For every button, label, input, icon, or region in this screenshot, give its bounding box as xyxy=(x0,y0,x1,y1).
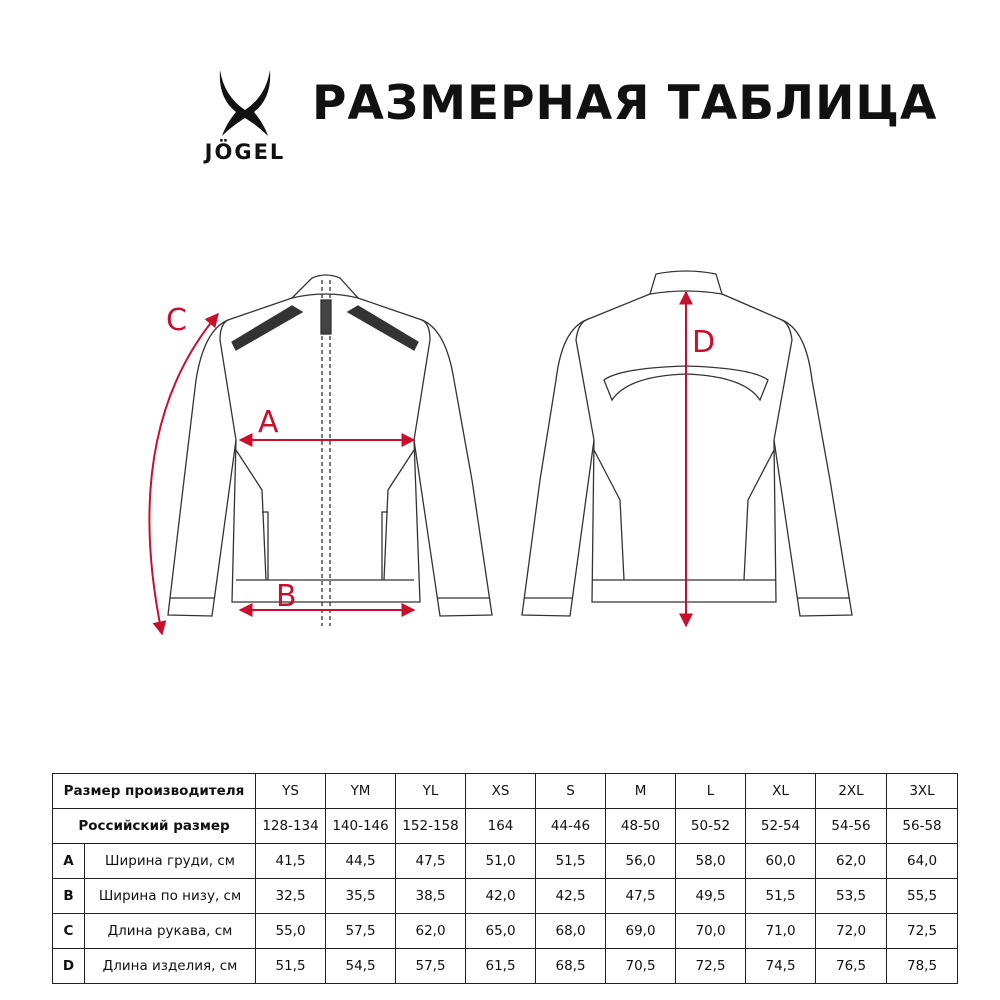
table-row xyxy=(53,809,958,844)
table-cell: 68,0 xyxy=(536,914,606,949)
table-cell: 70,5 xyxy=(606,949,676,984)
table-cell: 68,5 xyxy=(536,949,606,984)
brand-logo xyxy=(190,68,300,168)
row-header: Ширина по низу, см xyxy=(85,879,256,914)
table-row xyxy=(53,844,958,879)
table-cell: 54,5 xyxy=(326,949,396,984)
row-letter: A xyxy=(53,844,85,879)
table-cell: 50-52 xyxy=(676,809,746,844)
table-cell: 44-46 xyxy=(536,809,606,844)
table-cell: 78,5 xyxy=(887,949,958,984)
table-cell: 51,5 xyxy=(256,949,326,984)
table-cell: 64,0 xyxy=(887,844,958,879)
table-row xyxy=(53,774,958,809)
row-header: Российский размер xyxy=(53,809,256,844)
row-letter: C xyxy=(53,914,85,949)
table-cell: 65,0 xyxy=(466,914,536,949)
table-row xyxy=(53,949,958,984)
table-cell: 74,5 xyxy=(746,949,816,984)
table-cell: 57,5 xyxy=(326,914,396,949)
table-cell: 55,0 xyxy=(256,914,326,949)
table-cell: 57,5 xyxy=(396,949,466,984)
table-cell: 56-58 xyxy=(887,809,958,844)
table-cell: 51,5 xyxy=(536,844,606,879)
table-cell: 38,5 xyxy=(396,879,466,914)
table-cell: 72,0 xyxy=(816,914,887,949)
label-d: D xyxy=(692,325,716,360)
jogel-logo-icon xyxy=(212,68,278,138)
table-cell: 61,5 xyxy=(466,949,536,984)
table-cell: YL xyxy=(396,774,466,809)
table-cell: 2XL xyxy=(816,774,887,809)
table-cell: 32,5 xyxy=(256,879,326,914)
table-cell: 60,0 xyxy=(746,844,816,879)
brand-name: JÖGEL xyxy=(204,140,286,164)
row-header: Ширина груди, см xyxy=(85,844,256,879)
table-cell: 55,5 xyxy=(887,879,958,914)
table-cell: 71,0 xyxy=(746,914,816,949)
table-cell: 62,0 xyxy=(816,844,887,879)
table-cell: 52-54 xyxy=(746,809,816,844)
row-header: Длина рукава, см xyxy=(85,914,256,949)
table-cell: YS xyxy=(256,774,326,809)
table-cell: 35,5 xyxy=(326,879,396,914)
table-cell: 49,5 xyxy=(676,879,746,914)
table-cell: 76,5 xyxy=(816,949,887,984)
table-cell: 41,5 xyxy=(256,844,326,879)
label-b: B xyxy=(276,579,297,614)
table-cell: 51,0 xyxy=(466,844,536,879)
table-cell: 164 xyxy=(466,809,536,844)
table-cell: 56,0 xyxy=(606,844,676,879)
table-cell: 69,0 xyxy=(606,914,676,949)
label-a: A xyxy=(258,405,279,440)
row-letter: D xyxy=(53,949,85,984)
table-cell: 48-50 xyxy=(606,809,676,844)
table-cell: 3XL xyxy=(887,774,958,809)
jacket-front-view xyxy=(168,275,492,626)
row-header: Длина изделия, см xyxy=(85,949,256,984)
page-title: РАЗМЕРНАЯ ТАБЛИЦА xyxy=(312,76,938,131)
measure-c-line xyxy=(149,314,218,634)
table-cell: 42,5 xyxy=(536,879,606,914)
table-cell: 58,0 xyxy=(676,844,746,879)
table-cell: 42,0 xyxy=(466,879,536,914)
label-c: C xyxy=(166,303,187,338)
table-cell: 128-134 xyxy=(256,809,326,844)
table-cell: 152-158 xyxy=(396,809,466,844)
table-cell: 54-56 xyxy=(816,809,887,844)
table-cell: 47,5 xyxy=(396,844,466,879)
table-cell: XS xyxy=(466,774,536,809)
table-cell: YM xyxy=(326,774,396,809)
table-cell: 72,5 xyxy=(887,914,958,949)
table-row xyxy=(53,914,958,949)
table-cell: 53,5 xyxy=(816,879,887,914)
table-cell: 51,5 xyxy=(746,879,816,914)
row-header: Размер производителя xyxy=(53,774,256,809)
row-letter: B xyxy=(53,879,85,914)
table-cell: M xyxy=(606,774,676,809)
table-cell: 70,0 xyxy=(676,914,746,949)
table-cell: L xyxy=(676,774,746,809)
table-cell: S xyxy=(536,774,606,809)
jacket-diagram xyxy=(0,250,1000,650)
table-cell: 44,5 xyxy=(326,844,396,879)
size-table xyxy=(52,773,958,984)
table-row xyxy=(53,879,958,914)
table-cell: 47,5 xyxy=(606,879,676,914)
table-cell: 72,5 xyxy=(676,949,746,984)
table-cell: XL xyxy=(746,774,816,809)
table-cell: 62,0 xyxy=(396,914,466,949)
table-cell: 140-146 xyxy=(326,809,396,844)
